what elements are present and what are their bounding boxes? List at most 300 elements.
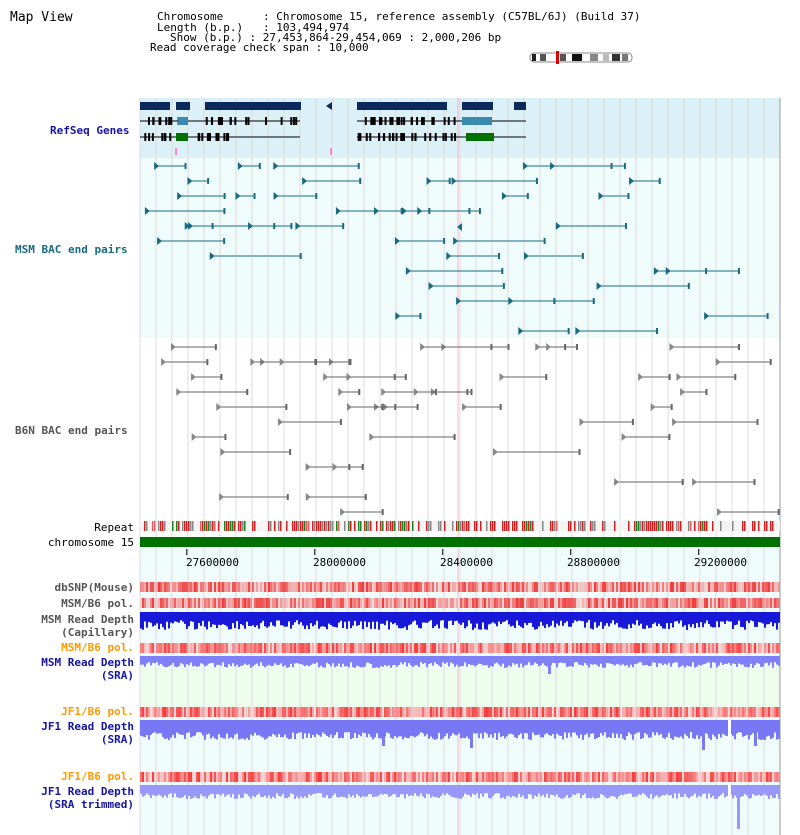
heat-cell (460, 582, 462, 592)
heat-cell (322, 772, 324, 782)
heat-cell (472, 643, 474, 653)
heat-cell (264, 707, 266, 717)
heat-cell (142, 772, 144, 782)
heat-cell (590, 707, 592, 717)
depth-bar (572, 656, 574, 667)
depth-bar (562, 612, 564, 626)
jf1-read-depth-trimmed-label[interactable]: JF1 Read Depth (41, 785, 134, 798)
heat-cell (530, 707, 532, 717)
heat-cell (346, 598, 348, 608)
depth-bar (664, 785, 666, 795)
bac-end-marker (479, 208, 481, 214)
depth-bar (188, 785, 190, 796)
gene-marker (330, 148, 332, 155)
depth-bar (182, 720, 184, 735)
depth-bar (352, 785, 354, 795)
depth-bar (704, 612, 706, 623)
depth-bar (270, 612, 272, 622)
depth-bar (218, 720, 220, 734)
heat-cell (574, 582, 576, 592)
jf1-read-depth-sra-label[interactable]: JF1 Read Depth (41, 720, 134, 733)
depth-bar (626, 656, 628, 665)
ideogram-band (560, 54, 566, 61)
depth-bar (284, 612, 286, 627)
heat-cell (512, 707, 514, 717)
depth-bar (426, 785, 428, 794)
depth-bar (728, 656, 730, 663)
heat-cell (478, 707, 480, 717)
heat-cell (538, 598, 540, 608)
depth-bar (724, 656, 726, 664)
heat-cell (386, 707, 388, 717)
heat-cell (488, 707, 490, 717)
heat-cell (656, 582, 658, 592)
depth-bar (690, 720, 692, 732)
repeat-mark (662, 521, 664, 531)
depth-bar (610, 656, 612, 664)
heat-cell (198, 582, 200, 592)
jf1-sra-sublabel: (SRA) (100, 733, 134, 746)
depth-bar (748, 656, 750, 667)
heat-cell (342, 772, 344, 782)
heat-cell (432, 598, 434, 608)
repeat-mark (690, 521, 692, 531)
heat-cell (502, 598, 504, 608)
depth-bar (300, 785, 302, 797)
heat-cell (402, 598, 404, 608)
depth-bar (254, 656, 256, 665)
repeat-mark (570, 521, 572, 531)
depth-bar (628, 785, 630, 794)
heat-cell (466, 582, 468, 592)
depth-bar (462, 785, 464, 797)
heat-cell (282, 582, 284, 592)
bac-end-marker (576, 344, 578, 350)
heat-cell (238, 582, 240, 592)
heat-cell (636, 598, 638, 608)
heat-cell (750, 707, 752, 717)
heat-cell (342, 598, 344, 608)
heat-cell (746, 582, 748, 592)
heat-cell (328, 643, 330, 653)
depth-bar (282, 612, 284, 626)
heat-cell (286, 772, 288, 782)
repeat-mark (336, 521, 338, 531)
heat-cell (478, 643, 480, 653)
depth-bar (312, 720, 314, 735)
depth-bar (166, 720, 168, 738)
heat-cell (300, 582, 302, 592)
depth-bar (778, 785, 780, 799)
depth-bar (338, 612, 340, 623)
depth-bar (380, 785, 382, 794)
heat-cell (288, 772, 290, 782)
depth-bar (654, 785, 656, 797)
heat-cell (356, 707, 358, 717)
show-label: Show (b.p.) (170, 31, 243, 44)
heat-cell (716, 598, 718, 608)
depth-bar (164, 612, 166, 630)
depth-bar (262, 656, 264, 666)
heat-cell (594, 772, 596, 782)
heat-cell (626, 643, 628, 653)
heat-cell (440, 582, 442, 592)
depth-spike (470, 720, 473, 748)
heat-cell (464, 707, 466, 717)
gene-exon (421, 117, 423, 125)
depth-bar (176, 612, 178, 622)
depth-bar (638, 612, 640, 626)
heat-cell (312, 643, 314, 653)
depth-bar (496, 656, 498, 663)
repeat-mark (158, 521, 160, 531)
depth-bar (344, 785, 346, 797)
heat-cell (660, 707, 662, 717)
heat-cell (176, 772, 178, 782)
heat-cell (740, 643, 742, 653)
heat-cell (222, 772, 224, 782)
depth-bar (420, 656, 422, 662)
repeat-mark (300, 521, 302, 531)
bac-end-marker (507, 344, 509, 350)
heat-cell (462, 643, 464, 653)
repeat-mark (456, 521, 458, 531)
depth-bar (736, 612, 738, 625)
heat-cell (474, 582, 476, 592)
depth-bar (718, 720, 720, 734)
depth-bar (314, 656, 316, 664)
depth-bar (280, 785, 282, 796)
depth-bar (232, 656, 234, 663)
depth-bar (294, 720, 296, 739)
depth-bar (450, 656, 452, 663)
depth-bar (666, 785, 668, 794)
depth-bar (750, 612, 752, 620)
depth-bar (236, 785, 238, 799)
heat-cell (732, 772, 734, 782)
depth-bar (604, 720, 606, 732)
heat-cell (406, 598, 408, 608)
msm-b6-pol-label[interactable]: MSM/B6 pol. (61, 597, 134, 610)
heat-cell (208, 707, 210, 717)
bac-end-marker (454, 434, 456, 440)
depth-bar (168, 656, 170, 666)
depth-bar (250, 785, 252, 799)
heat-cell (536, 598, 538, 608)
depth-bar (598, 785, 600, 798)
depth-bar (154, 612, 156, 625)
depth-bar (420, 720, 422, 732)
heat-cell (718, 643, 720, 653)
depth-bar (618, 720, 620, 738)
heat-cell (620, 772, 622, 782)
heat-cell (180, 598, 182, 608)
heat-cell (708, 643, 710, 653)
heat-cell (298, 707, 300, 717)
repeat-mark (656, 521, 658, 531)
depth-bar (394, 785, 396, 794)
heat-cell (640, 772, 642, 782)
chromosome-track-label: chromosome 15 (47, 536, 134, 549)
depth-bar (180, 785, 182, 798)
depth-bar (266, 720, 268, 738)
depth-bar (262, 612, 264, 621)
heat-cell (388, 582, 390, 592)
repeat-mark (506, 521, 508, 531)
depth-bar (748, 720, 750, 739)
depth-bar (270, 656, 272, 666)
repeat-label[interactable]: Repeat (94, 521, 134, 534)
heat-cell (688, 598, 690, 608)
heat-cell (498, 707, 500, 717)
heat-cell (172, 582, 174, 592)
depth-bar (482, 785, 484, 797)
heat-cell (300, 643, 302, 653)
heat-cell (302, 598, 304, 608)
depth-bar (386, 612, 388, 621)
heat-cell (760, 598, 762, 608)
depth-bar (146, 656, 148, 664)
jf1-b6-pol-trimmed-label[interactable]: JF1/B6 pol. (61, 770, 134, 783)
heat-cell (776, 707, 778, 717)
heat-cell (418, 598, 420, 608)
depth-bar (764, 612, 766, 628)
repeat-mark (186, 521, 188, 531)
depth-bar (336, 720, 338, 732)
heat-cell (556, 707, 558, 717)
depth-bar (242, 785, 244, 798)
refseq-genes-label[interactable]: RefSeq Genes (50, 124, 130, 137)
depth-bar (456, 656, 458, 665)
depth-bar (348, 785, 350, 794)
heat-cell (528, 772, 530, 782)
heat-cell (184, 582, 186, 592)
heat-cell (312, 772, 314, 782)
depth-bar (462, 612, 464, 623)
dbsnp-label[interactable]: dbSNP(Mouse) (54, 581, 134, 594)
heat-cell (476, 772, 478, 782)
heat-cell (484, 582, 486, 592)
heat-cell (276, 643, 278, 653)
depth-bar (140, 720, 142, 736)
depth-bar (406, 720, 408, 738)
bac-end-marker (428, 208, 430, 214)
b6n-bac-label[interactable]: B6N BAC end pairs (15, 424, 128, 437)
depth-bar (568, 656, 570, 666)
heat-cell (504, 598, 506, 608)
depth-bar (714, 656, 716, 663)
depth-bar (692, 656, 694, 662)
heat-cell (388, 772, 390, 782)
depth-bar (296, 612, 298, 620)
heat-cell (438, 582, 440, 592)
heat-cell (664, 598, 666, 608)
depth-bar (374, 785, 376, 797)
depth-bar (290, 720, 292, 739)
depth-bar (400, 720, 402, 736)
jf1-b6-pol-label[interactable]: JF1/B6 pol. (61, 705, 134, 718)
heat-cell (378, 582, 380, 592)
depth-bar (156, 612, 158, 623)
heat-cell (716, 707, 718, 717)
heat-cell (222, 582, 224, 592)
heat-cell (444, 772, 446, 782)
depth-bar (668, 785, 670, 795)
depth-bar (508, 785, 510, 796)
heat-cell (722, 582, 724, 592)
heat-cell (456, 707, 458, 717)
heat-cell (570, 582, 572, 592)
heat-cell (196, 772, 198, 782)
heat-cell (206, 582, 208, 592)
heat-cell (608, 643, 610, 653)
ideogram-band (540, 54, 546, 61)
repeat-mark (208, 521, 210, 531)
depth-bar (488, 785, 490, 798)
heat-cell (174, 582, 176, 592)
heat-cell (248, 643, 250, 653)
heat-cell (684, 772, 686, 782)
heat-cell (650, 582, 652, 592)
depth-bar (234, 720, 236, 735)
depth-bar (178, 720, 180, 734)
gene-exon (378, 133, 380, 141)
heat-cell (714, 707, 716, 717)
heat-cell (256, 643, 258, 653)
depth-bar (142, 720, 144, 737)
depth-bar (356, 612, 358, 626)
depth-bar (750, 785, 752, 798)
msm-read-depth-sra-label[interactable]: MSM Read Depth (41, 656, 134, 669)
heat-cell (370, 643, 372, 653)
depth-bar (184, 785, 186, 795)
depth-bar (516, 785, 518, 798)
depth-bar (524, 785, 526, 799)
msm-bac-label[interactable]: MSM BAC end pairs (15, 243, 128, 256)
heat-cell (186, 707, 188, 717)
heat-cell (390, 582, 392, 592)
repeat-mark (388, 521, 390, 531)
depth-bar (664, 612, 666, 629)
heat-cell (550, 707, 552, 717)
heat-cell (414, 598, 416, 608)
msm-b6-pol-sra-label[interactable]: MSM/B6 pol. (61, 641, 134, 654)
heat-cell (562, 707, 564, 717)
depth-bar (328, 785, 330, 799)
repeat-mark (224, 521, 226, 531)
heat-cell (186, 772, 188, 782)
depth-bar (232, 612, 234, 623)
depth-bar (486, 720, 488, 734)
heat-cell (716, 772, 718, 782)
heat-cell (304, 643, 306, 653)
depth-bar (220, 785, 222, 795)
depth-bar (210, 612, 212, 627)
heat-cell (628, 707, 630, 717)
heat-cell (770, 582, 772, 592)
depth-bar (512, 612, 514, 626)
heat-cell (760, 582, 762, 592)
depth-bar (346, 612, 348, 629)
heat-cell (480, 707, 482, 717)
heat-cell (444, 643, 446, 653)
depth-bar (438, 612, 440, 628)
heat-cell (248, 582, 250, 592)
heat-cell (530, 582, 532, 592)
depth-bar (726, 656, 728, 664)
repeat-mark (766, 521, 768, 531)
depth-bar (482, 612, 484, 622)
depth-bar (680, 656, 682, 667)
heat-cell (590, 643, 592, 653)
heat-cell (526, 772, 528, 782)
heat-cell (568, 707, 570, 717)
heat-cell (544, 707, 546, 717)
depth-bar (470, 656, 472, 665)
heat-cell (198, 598, 200, 608)
depth-bar (742, 720, 744, 737)
heat-cell (200, 772, 202, 782)
heat-cell (318, 772, 320, 782)
heat-cell (276, 582, 278, 592)
depth-bar (680, 612, 682, 620)
depth-bar (248, 720, 250, 740)
heat-cell (380, 772, 382, 782)
gene-exon (385, 117, 387, 125)
heat-cell (212, 643, 214, 653)
depth-bar (366, 785, 368, 796)
heat-cell (350, 772, 352, 782)
heat-cell (594, 582, 596, 592)
depth-bar (258, 785, 260, 793)
heat-cell (608, 772, 610, 782)
depth-bar (260, 656, 262, 662)
msm-read-depth-capillary-label[interactable]: MSM Read Depth (41, 613, 134, 626)
depth-bar (382, 612, 384, 624)
heat-cell (422, 598, 424, 608)
depth-bar (558, 785, 560, 797)
heat-cell (700, 707, 702, 717)
heat-cell (250, 598, 252, 608)
heat-cell (758, 707, 760, 717)
heat-cell (144, 582, 146, 592)
heat-cell (142, 707, 144, 717)
depth-bar (668, 720, 670, 733)
heat-cell (410, 598, 412, 608)
heat-cell (766, 707, 768, 717)
depth-bar (542, 785, 544, 795)
depth-bar (298, 612, 300, 624)
repeat-mark (582, 521, 584, 531)
depth-bar (198, 720, 200, 732)
depth-bar (198, 785, 200, 799)
heat-cell (410, 772, 412, 782)
depth-bar (160, 656, 162, 664)
heat-cell (180, 772, 182, 782)
depth-bar (238, 656, 240, 667)
heat-cell (190, 707, 192, 717)
heat-cell (652, 582, 654, 592)
depth-bar (708, 656, 710, 662)
depth-bar (304, 785, 306, 796)
heat-cell (734, 772, 736, 782)
depth-bar (212, 656, 214, 663)
gene-exon (411, 133, 413, 141)
heat-cell (560, 707, 562, 717)
repeat-mark (554, 521, 556, 531)
gene-exon (454, 117, 456, 125)
heat-cell (766, 582, 768, 592)
